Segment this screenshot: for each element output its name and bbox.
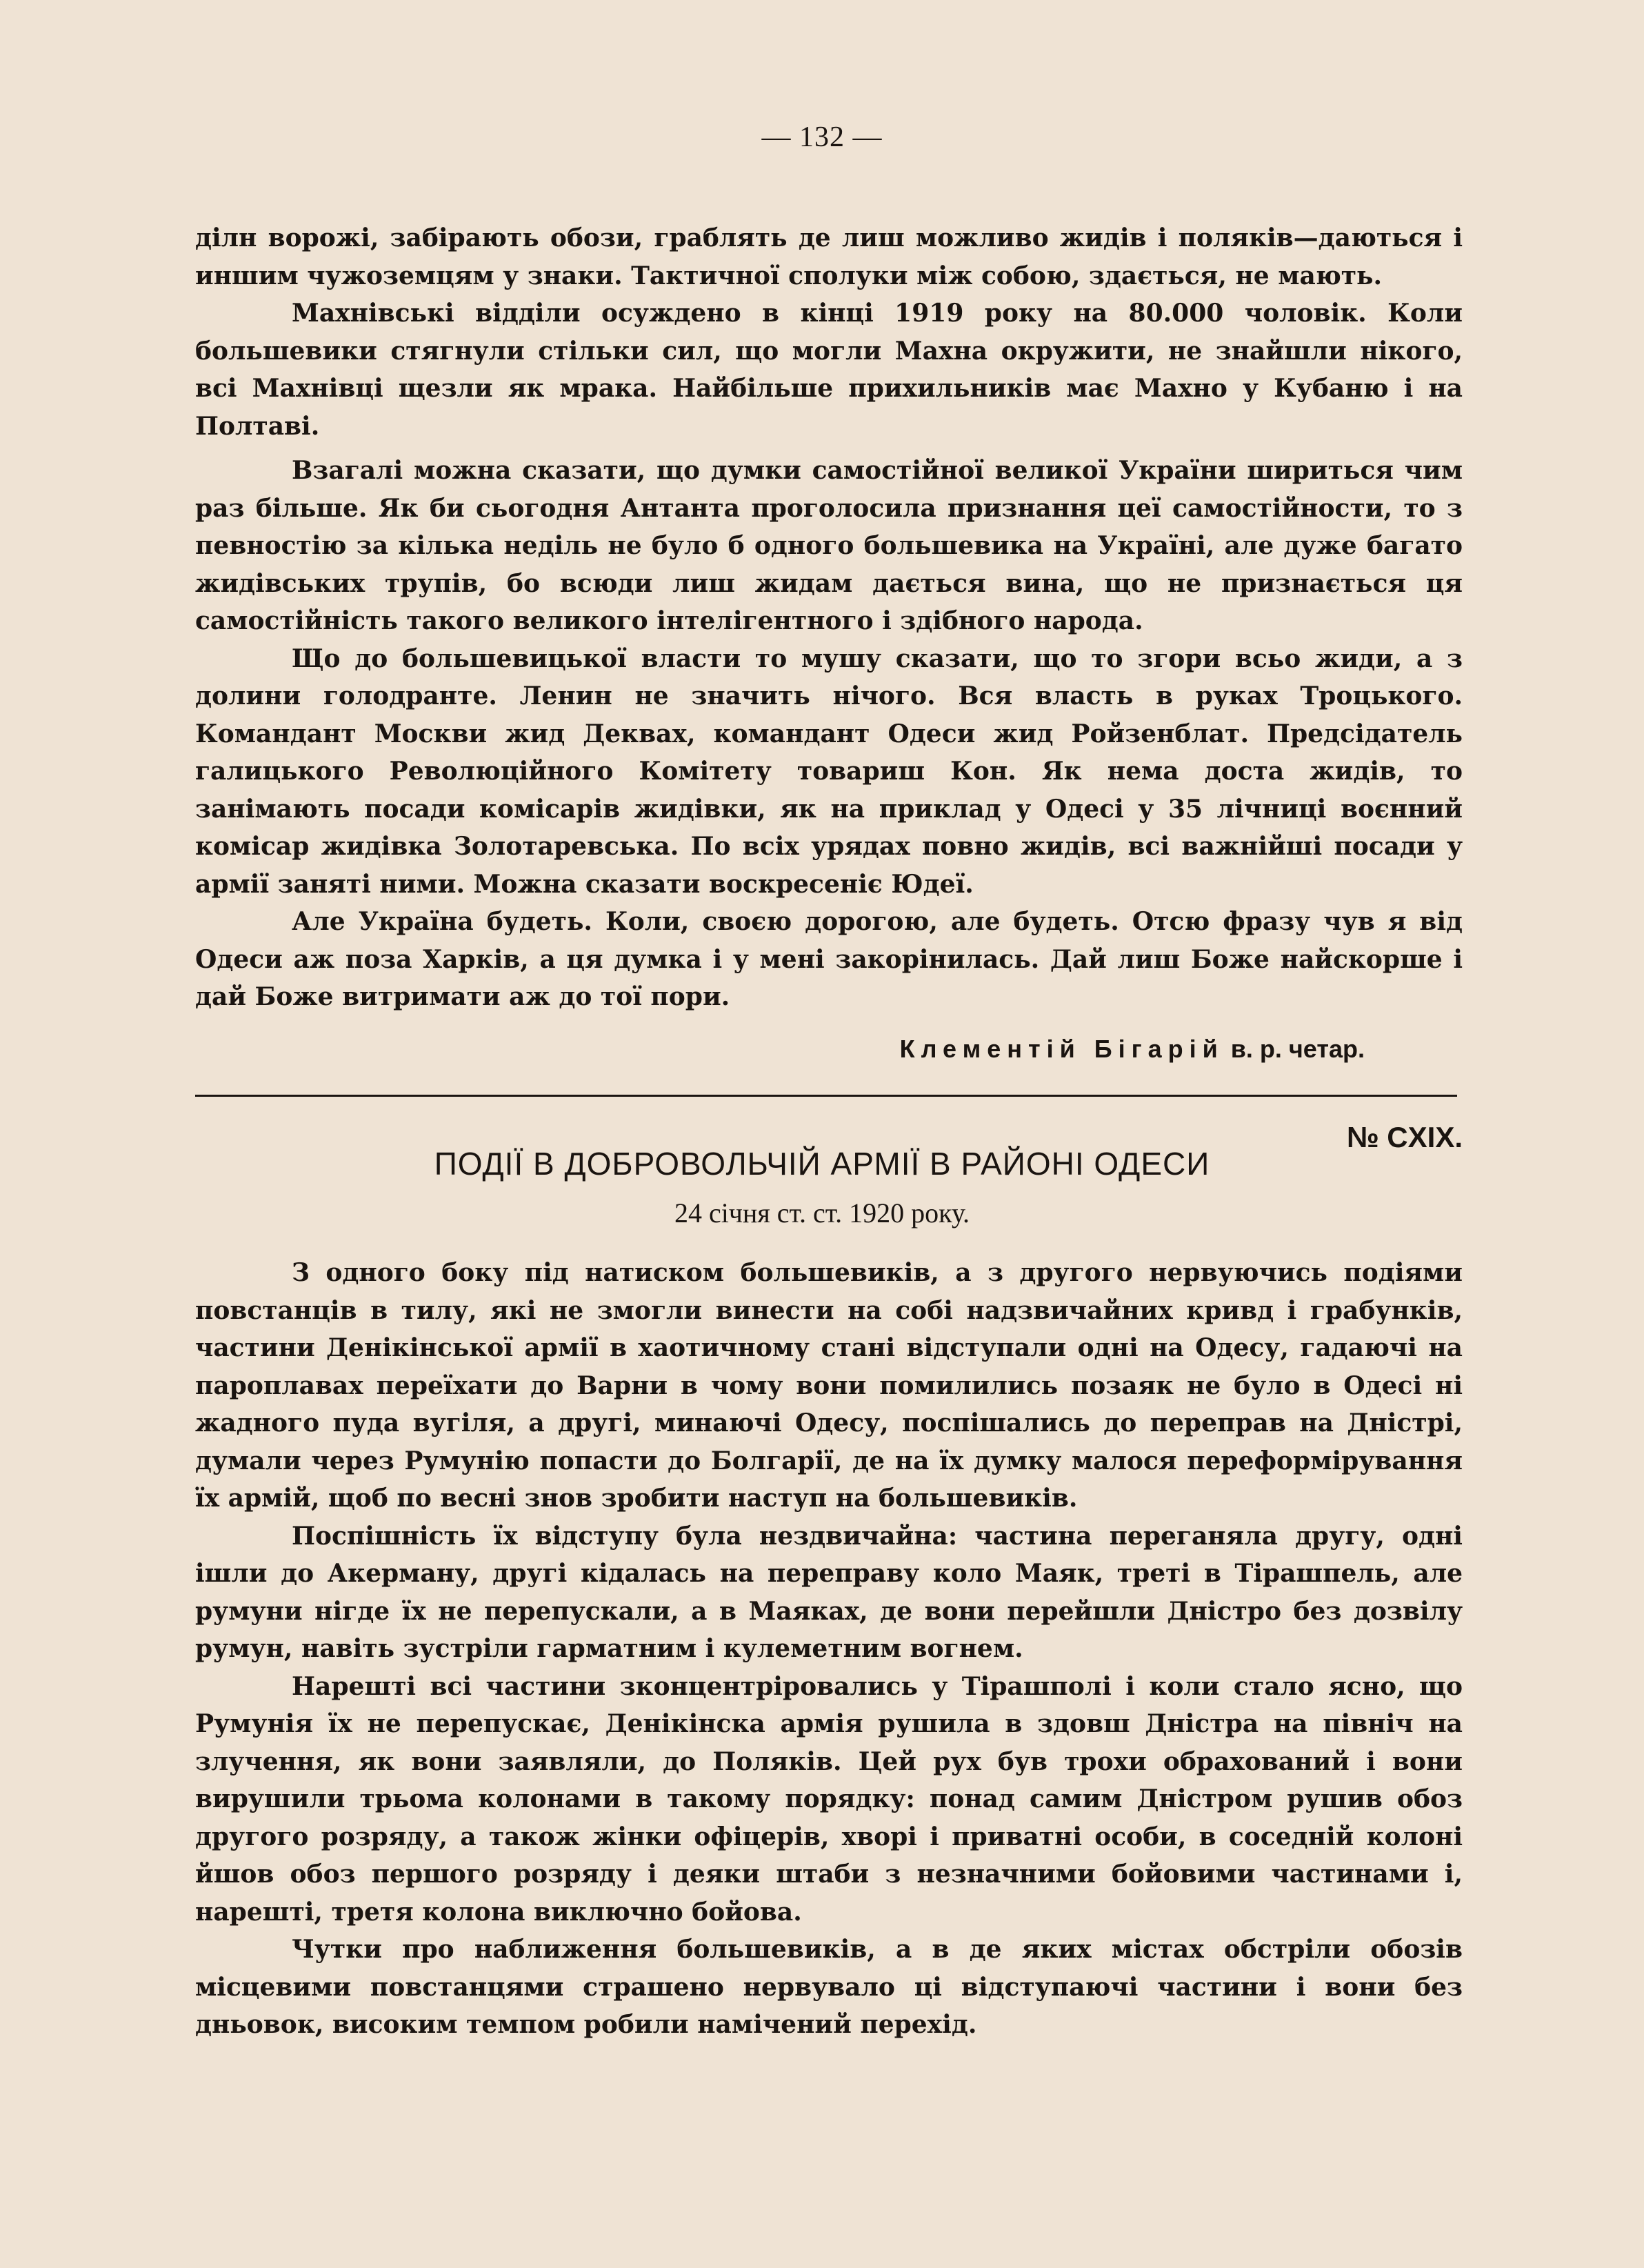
document-paragraph-2: Поспішність їх відступу була нездвичайна: частина переганяла другу, одні ішли до Акерману, другі кідалась на переправу коло Маяк, треті в Тірашпель, але румуни нігде їх не перепускали, а в Маяках, де вони перейшли Дністро без дозвілу румун, навіть зустріли гарматним і кулеметним вогнем. bbox=[195, 1521, 1463, 1663]
letter-paragraph-2: Махнівські відділи осуждено в кінці 1919 року на 80.000 чоловік. Коли большевики стягнули стільки сил, що могли Махна окружити, не знайшли нікого, всі Махнівці щезли як мрака. Найбільше прихильників має Махно у Кубаню і на Полтаві. bbox=[195, 299, 1463, 441]
letter-paragraph-3: Взагалі можна сказати, що думки самостійної великої України шириться чим раз більше. Як би сьогодня Антанта проголосила признання цеї самостійности, то з певностію за кілька неділь не було б одного большевика на Україні, але дуже багато жидівських трупів, бо всюди лиш жидам дається вина, що не признається ця самостійність такого великого інтелігентного і здібного народа. bbox=[195, 456, 1463, 635]
document-title: ПОДІЇ В ДОБРОВОЛЬЧІЙ АРМІЇ В РАЙОНІ ОДЕСИ bbox=[434, 1146, 1210, 1182]
signature-rank: в. р. четар. bbox=[1230, 1035, 1365, 1063]
section-divider bbox=[195, 1095, 1457, 1097]
letter-paragraph-1: ділн ворожі, забірають обози, граблять де лиш можливо жидів і поляків—даються і иншим чужоземцям у знаки. Тактичної сполуки між собою, здається, не мають. bbox=[195, 223, 1463, 290]
letter-text bbox=[195, 219, 1463, 1016]
document-paragraph-1: З одного боку під натиском большевиків, а з другого нервуючись подіями повстанців в тилу, які не змогли винести на собі надзвичайних кривд і грабунків, частини Денікінської армії в хаотичному стані відступали одні на Одесу, гадаючі на пароплавах переїхати до Варни в чому вони помилились позаяк не було в Одесі ні жадного пуда вугіля, а другі, минаючі Одесу, поспішались до переправ на Дністрі, думали через Румунію попасти до Болгарії, де на їх думку малося переформірування їх армій, щоб по весні знов зробити наступ на большевиків. bbox=[195, 1258, 1463, 1513]
document-paragraph-3: Нарешті всі частини зконцентріровались у Тірашполі і коли стало ясно, що Румунія їх не перепускає, Денікінска армія рушила в здовш Дністра на північ на злучення, як вони заявляли, до Поляків. Цей рух був трохи обрахований і вони вирушили трьома колонами в такому порядку: понад самим Дністром рушив обоз другого розряду, а також жінки офіцерів, хворі і приватні особи, в соседній колоні йшов обоз першого розряду і деяки штаби з незначними бойовими частинами і, нарешті, третя колона виключно бойова. bbox=[195, 1671, 1463, 1927]
document-number: № CXIX. bbox=[1346, 1121, 1463, 1153]
document-paragraph-4: Чутки про наближення большевиків, а в де яких містах обстріли обозів місцевими повстанцями страшено нервувало ці відступаючі частини і вони без дньовок, високим темпом робили намічений перехід. bbox=[195, 1935, 1463, 2039]
document-date: 24 січня ст. ст. 1920 року. bbox=[674, 1197, 970, 1228]
letter-paragraph-5: Але Україна будеть. Коли, своєю дорогою, але будеть. Отсю фразу чув я від Одеси аж поза Харків, а ця думка і у мені закорінилась. Дай лиш Боже найскорше і дай Боже витримати аж до тої пори. bbox=[195, 907, 1463, 1011]
signature bbox=[900, 1035, 1365, 1064]
signature-name: Клементій Бігарій bbox=[899, 1035, 1224, 1063]
letter-paragraph-4: Що до большевицької власти то мушу сказати, що то згори всьо жиди, а з долини голодранте. Ленин не значить нічого. Вся власть в руках Троцького. Командант Москви жид Деквах, командант Одеси жид Ройзенблат. Предсідатель галицького Революційного Комітету товариш Кон. Як нема доста жидів, то занімають посади комісарів жидівки, як на приклад у Одесі у 35 лічниці воєнний комісар жидівка Золотаревська. По всіх урядах повно жидів, всі важнійші посади у армії заняті ними. Можна сказати воскресеніє Юдеї. bbox=[195, 644, 1463, 899]
page-number: — 132 — bbox=[761, 121, 883, 153]
document-text bbox=[195, 1254, 1463, 2044]
